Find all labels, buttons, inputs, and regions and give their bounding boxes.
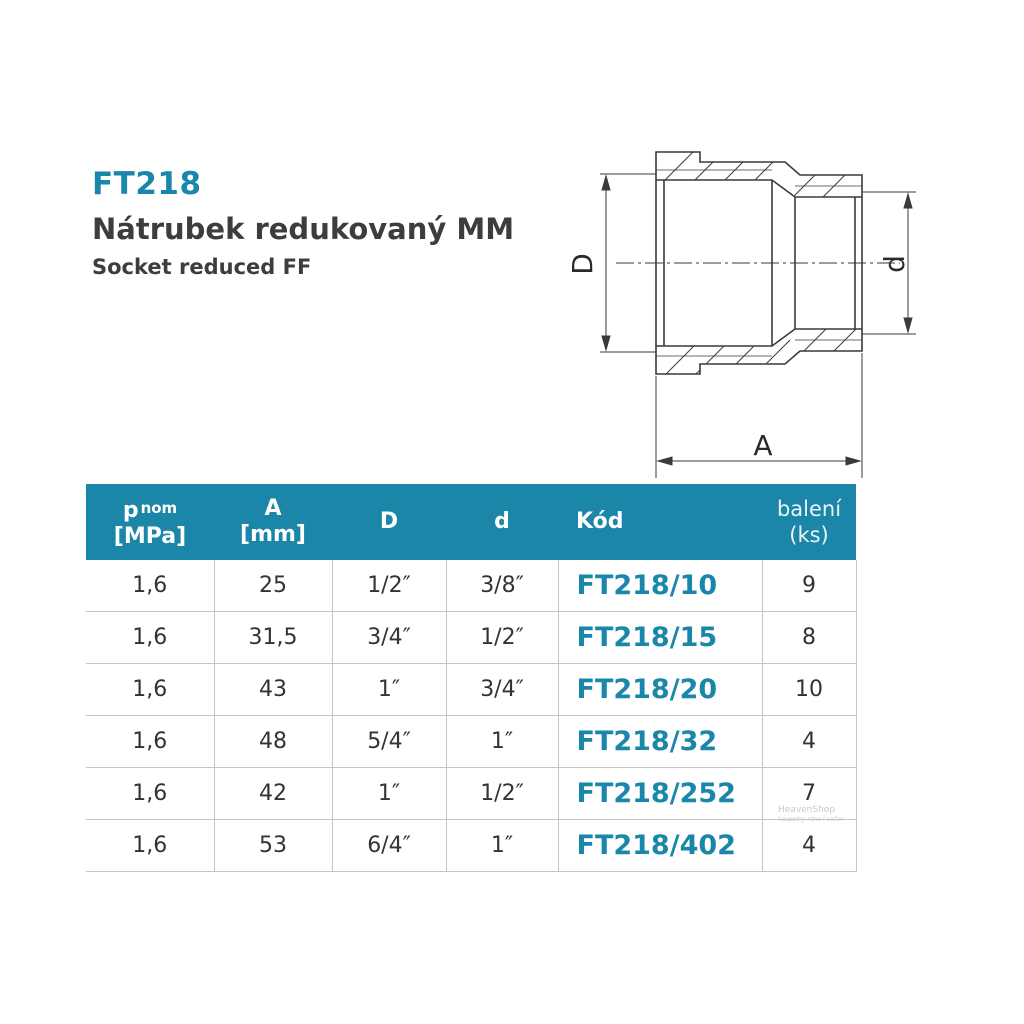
cell-length: 48: [214, 716, 332, 768]
header-package: balení (ks): [762, 484, 856, 560]
header-D: D: [332, 484, 446, 560]
table-row: [86, 768, 856, 820]
cell-package: 7: [762, 768, 856, 820]
product-code: FT218: [92, 166, 202, 202]
cell-code: FT218/32: [558, 716, 762, 768]
cell-code: FT218/20: [558, 664, 762, 716]
cell-D: 1/2″: [332, 560, 446, 612]
cell-d: 3/4″: [446, 664, 558, 716]
cell-pressure: 1,6: [86, 820, 214, 872]
header-d: d: [446, 484, 558, 560]
table-row: [86, 612, 856, 664]
label-d: d: [878, 255, 911, 273]
cell-d: 3/8″: [446, 560, 558, 612]
cell-pressure: 1,6: [86, 560, 214, 612]
cell-package: 8: [762, 612, 856, 664]
header-code: Kód: [558, 484, 762, 560]
cell-package: 9: [762, 560, 856, 612]
cell-package: 10: [762, 664, 856, 716]
cell-D: 1″: [332, 664, 446, 716]
cell-length: 53: [214, 820, 332, 872]
table-row: [86, 560, 856, 612]
table-row: [86, 716, 856, 768]
watermark-tagline: koupelny ráno i večer: [778, 816, 844, 823]
label-D: D: [566, 253, 599, 275]
header-length: A [mm]: [214, 484, 332, 560]
cell-D: 6/4″: [332, 820, 446, 872]
cell-D: 5/4″: [332, 716, 446, 768]
cell-pressure: 1,6: [86, 664, 214, 716]
cell-D: 1″: [332, 768, 446, 820]
cell-length: 42: [214, 768, 332, 820]
watermark: [778, 805, 843, 825]
cell-code: FT218/10: [558, 560, 762, 612]
cell-pressure: 1,6: [86, 612, 214, 664]
label-A: A: [753, 429, 773, 462]
cell-code: FT218/252: [558, 768, 762, 820]
cell-package: 4: [762, 716, 856, 768]
cell-pressure: 1,6: [86, 716, 214, 768]
cell-d: 1″: [446, 716, 558, 768]
cell-d: 1/2″: [446, 612, 558, 664]
cell-d: 1/2″: [446, 768, 558, 820]
table-row: [86, 664, 856, 716]
cell-length: 43: [214, 664, 332, 716]
cell-code: FT218/402: [558, 820, 762, 872]
cell-D: 3/4″: [332, 612, 446, 664]
watermark-brand: HeavenShop: [778, 805, 836, 815]
cell-length: 25: [214, 560, 332, 612]
cell-length: 31,5: [214, 612, 332, 664]
technical-drawing: [560, 140, 911, 485]
product-name-cz: Nátrubek redukovaný MM: [92, 212, 515, 246]
table-row: [86, 820, 856, 872]
cell-pressure: 1,6: [86, 768, 214, 820]
cell-d: 1″: [446, 820, 558, 872]
product-name-en: Socket reduced FF: [92, 255, 312, 279]
cell-package: 4: [762, 820, 856, 872]
table-header-row: [86, 484, 856, 560]
spec-table: [86, 484, 857, 872]
header-pressure: p $^{nom}$ [MPa]: [86, 484, 214, 560]
cell-code: FT218/15: [558, 612, 762, 664]
